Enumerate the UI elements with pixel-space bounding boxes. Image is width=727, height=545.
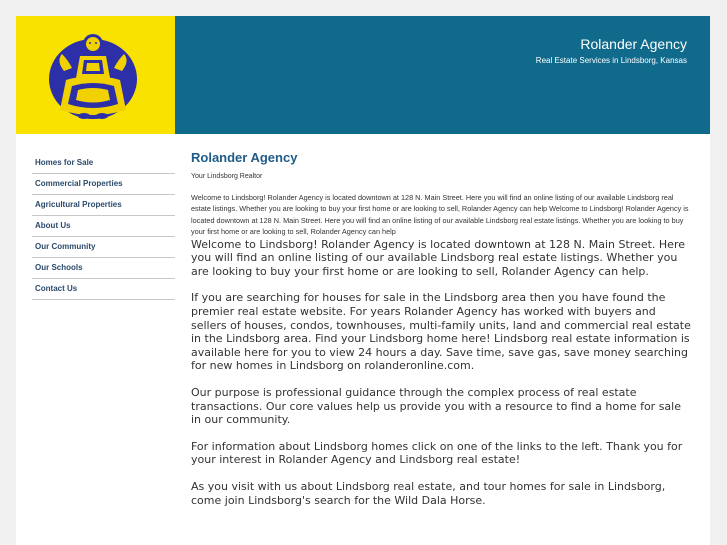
intro-paragraph-small: Welcome to Lindsborg! Rolander Agency is located downtown at 128 N. Main Street. Here you will find an online listing of our available Lindsborg real estate listings. Whether you are looking to buy your first home or are looking to sell, Rolander Agency can help Welcome to Lindsborg! Rolander Agency is located downtown at 128 N. Main Street. Here you will find an online listing of our available Lindsborg real estate listings. Whether you are looking to buy your first home or are looking to sell, Rolander Agency can help bbox=[191, 193, 689, 237]
site-title: Rolander Agency bbox=[580, 36, 687, 52]
dala-horse-logo-icon[interactable] bbox=[16, 16, 175, 134]
body-paragraph: Our purpose is professional guidance through the complex process of real estate transactions. Our core values help us provide you with a resource to find a home for sale in our community. bbox=[191, 385, 681, 427]
body-paragraph: For information about Lindsborg homes click on one of the links to the left. Thank you for your interest in Rolander Agency and Lindsborg real estate! bbox=[191, 439, 683, 467]
nav-link-about-us[interactable]: About Us bbox=[32, 216, 175, 237]
main-content bbox=[191, 150, 691, 520]
page-container bbox=[16, 16, 710, 545]
logo-panel bbox=[16, 16, 175, 134]
page-subtitle: Your Lindsborg Realtor bbox=[191, 173, 263, 180]
sidebar-nav bbox=[32, 153, 175, 300]
nav-link-our-schools[interactable]: Our Schools bbox=[32, 258, 175, 279]
site-tagline: Real Estate Services in Lindsborg, Kansas bbox=[535, 56, 687, 65]
header-banner bbox=[175, 16, 710, 134]
body-paragraph: If you are searching for houses for sale in the Lindsborg area then you have found the premier real estate website. For years Rolander Agency has worked with buyers and sellers of houses, condos, townhouses, multi-family units, land and commercial real estate in the Lindsborg area. Find your Lindsborg home here! Lindsborg real estate information is available here for you to view 24 hours a day. Save time, save gas, save money searching for new homes in Lindsborg on rolanderonline.com. bbox=[191, 291, 691, 373]
nav-link-agricultural-properties[interactable]: Agricultural Properties bbox=[32, 195, 175, 216]
nav-link-homes-for-sale[interactable]: Homes for Sale bbox=[32, 153, 175, 174]
nav-link-contact-us[interactable]: Contact Us bbox=[32, 279, 175, 300]
nav-link-our-community[interactable]: Our Community bbox=[32, 237, 175, 258]
body-paragraph: Welcome to Lindsborg! Rolander Agency is located downtown at 128 N. Main Street. Here you will find an online listing of our available Lindsborg real estate listings. Whether you are looking to buy your first home or are looking to sell, Rolander Agency can help. bbox=[191, 237, 686, 278]
body-paragraph: As you visit with us about Lindsborg real estate, and tour homes for sale in Lindsborg, come join Lindsborg's search for the Wild Dala Horse. bbox=[191, 479, 666, 507]
page-title: Rolander Agency bbox=[191, 150, 298, 165]
nav-link-commercial-properties[interactable]: Commercial Properties bbox=[32, 174, 175, 195]
